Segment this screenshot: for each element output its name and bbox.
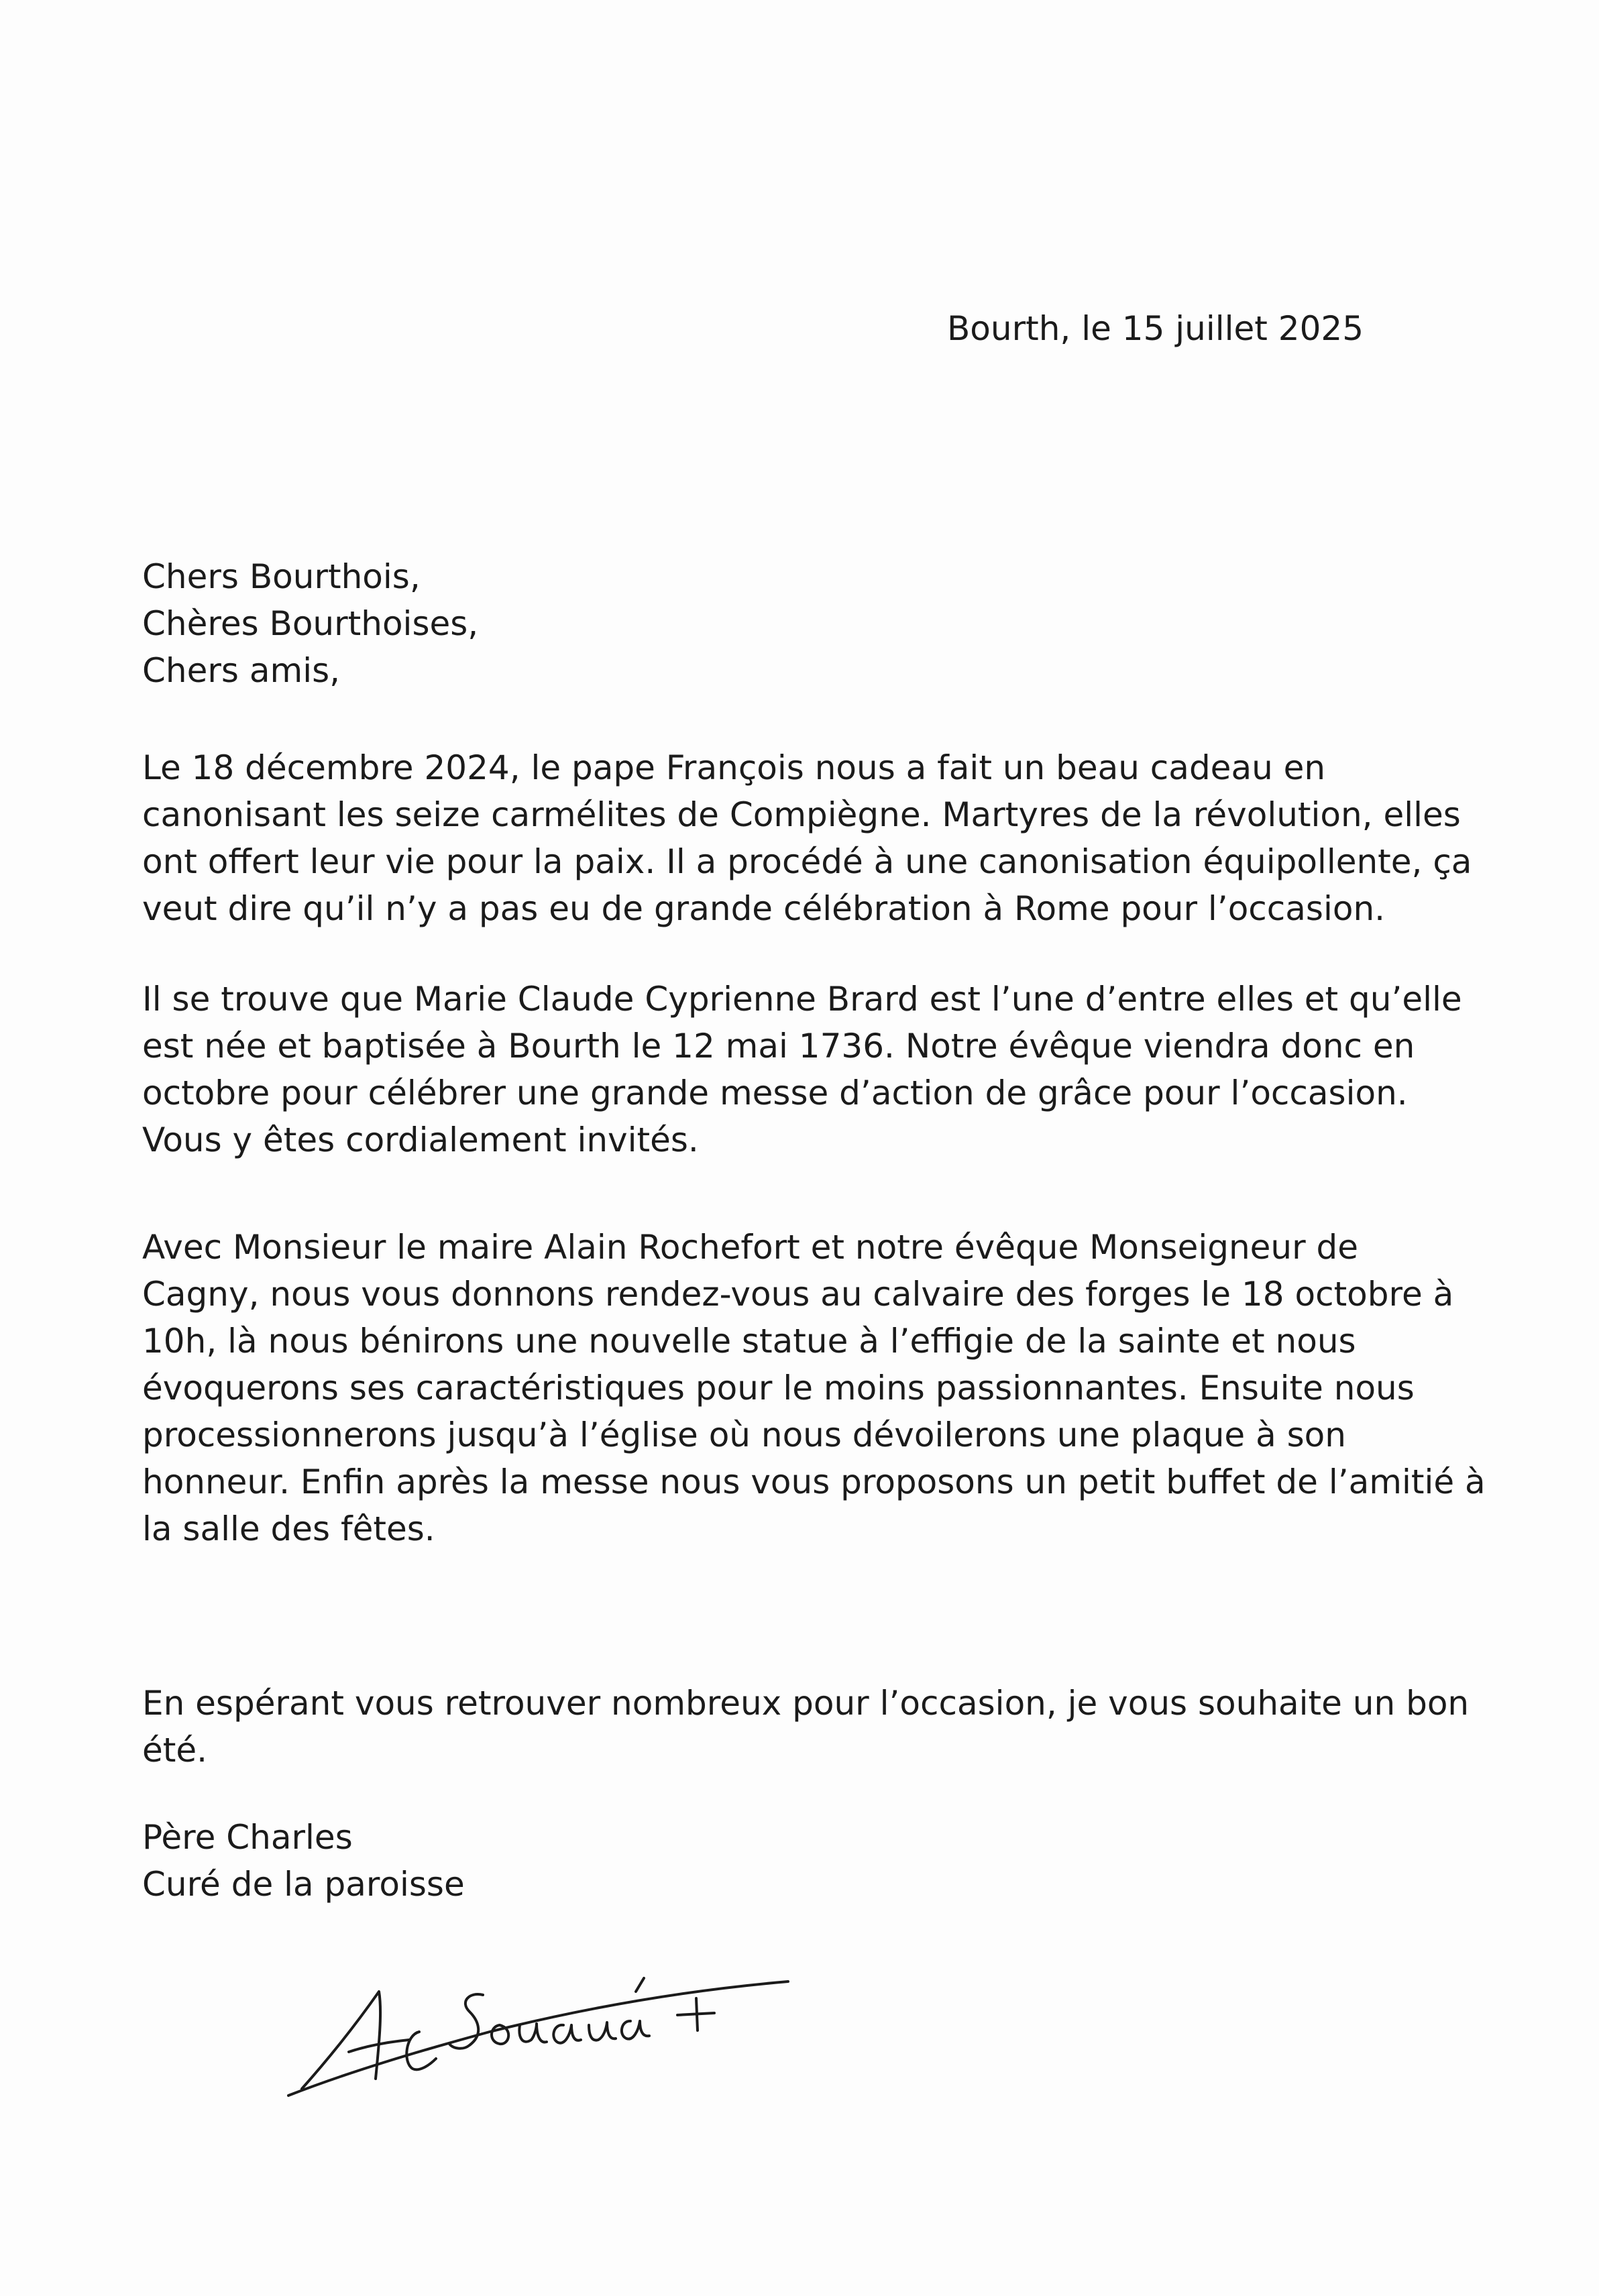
paragraph-line: est née et baptisée à Bourth le 12 mai 1736. Notre évêque viendra donc en xyxy=(142,1027,1415,1066)
salutation-line: Chers amis, xyxy=(142,651,341,690)
salutation-line: Chers Bourthois, xyxy=(142,557,421,596)
paragraph-line: ont offert leur vie pour la paix. Il a procédé à une canonisation équipollente, ça xyxy=(142,842,1472,881)
handwritten-signature-icon xyxy=(268,1951,805,2112)
paragraph-bishop-visit xyxy=(142,976,1462,1163)
signer-block xyxy=(142,1814,1417,1908)
paragraph-line: octobre pour célébrer une grande messe d’action de grâce pour l’occasion. xyxy=(142,1074,1408,1112)
paragraph-line: canonisant les seize carmélites de Compiègne. Martyres de la révolution, elles xyxy=(142,795,1461,834)
salutation xyxy=(142,553,1417,694)
signer-name: Père Charles xyxy=(142,1818,353,1857)
closing-paragraph xyxy=(142,1680,1470,1774)
paragraph-line: En espérant vous retrouver nombreux pour l’occasion, je vous souhaite un bon xyxy=(142,1684,1470,1723)
paragraph-line: Avec Monsieur le maire Alain Rochefort et notre évêque Monseigneur de xyxy=(142,1228,1359,1267)
paragraph-canonization xyxy=(142,744,1472,932)
paragraph-line: honneur. Enfin après la messe nous vous proposons un petit buffet de l’amitié à xyxy=(142,1462,1486,1501)
place-date: Bourth, le 15 juillet 2025 xyxy=(947,309,1364,348)
salutation-line: Chères Bourthoises, xyxy=(142,604,479,643)
signer-title: Curé de la paroisse xyxy=(142,1865,465,1904)
paragraph-program xyxy=(142,1224,1486,1552)
paragraph-line: 10h, là nous bénirons une nouvelle statue à l’effigie de la sainte et nous xyxy=(142,1322,1356,1361)
paragraph-line: processionnerons jusqu’à l’église où nous dévoilerons une plaque à son xyxy=(142,1416,1346,1454)
paragraph-line: Il se trouve que Marie Claude Cyprienne Brard est l’une d’entre elles et qu’elle xyxy=(142,980,1462,1019)
paragraph-line: Vous y êtes cordialement invités. xyxy=(142,1121,699,1159)
paragraph-line: été. xyxy=(142,1731,208,1770)
paragraph-line: Cagny, nous vous donnons rendez-vous au calvaire des forges le 18 octobre à xyxy=(142,1275,1454,1314)
paragraph-line: Le 18 décembre 2024, le pape François nous a fait un beau cadeau en xyxy=(142,748,1326,787)
paragraph-line: veut dire qu’il n’y a pas eu de grande célébration à Rome pour l’occasion. xyxy=(142,889,1386,928)
paragraph-line: la salle des fêtes. xyxy=(142,1509,435,1548)
paragraph-line: évoquerons ses caractéristiques pour le moins passionnantes. Ensuite nous xyxy=(142,1369,1415,1408)
